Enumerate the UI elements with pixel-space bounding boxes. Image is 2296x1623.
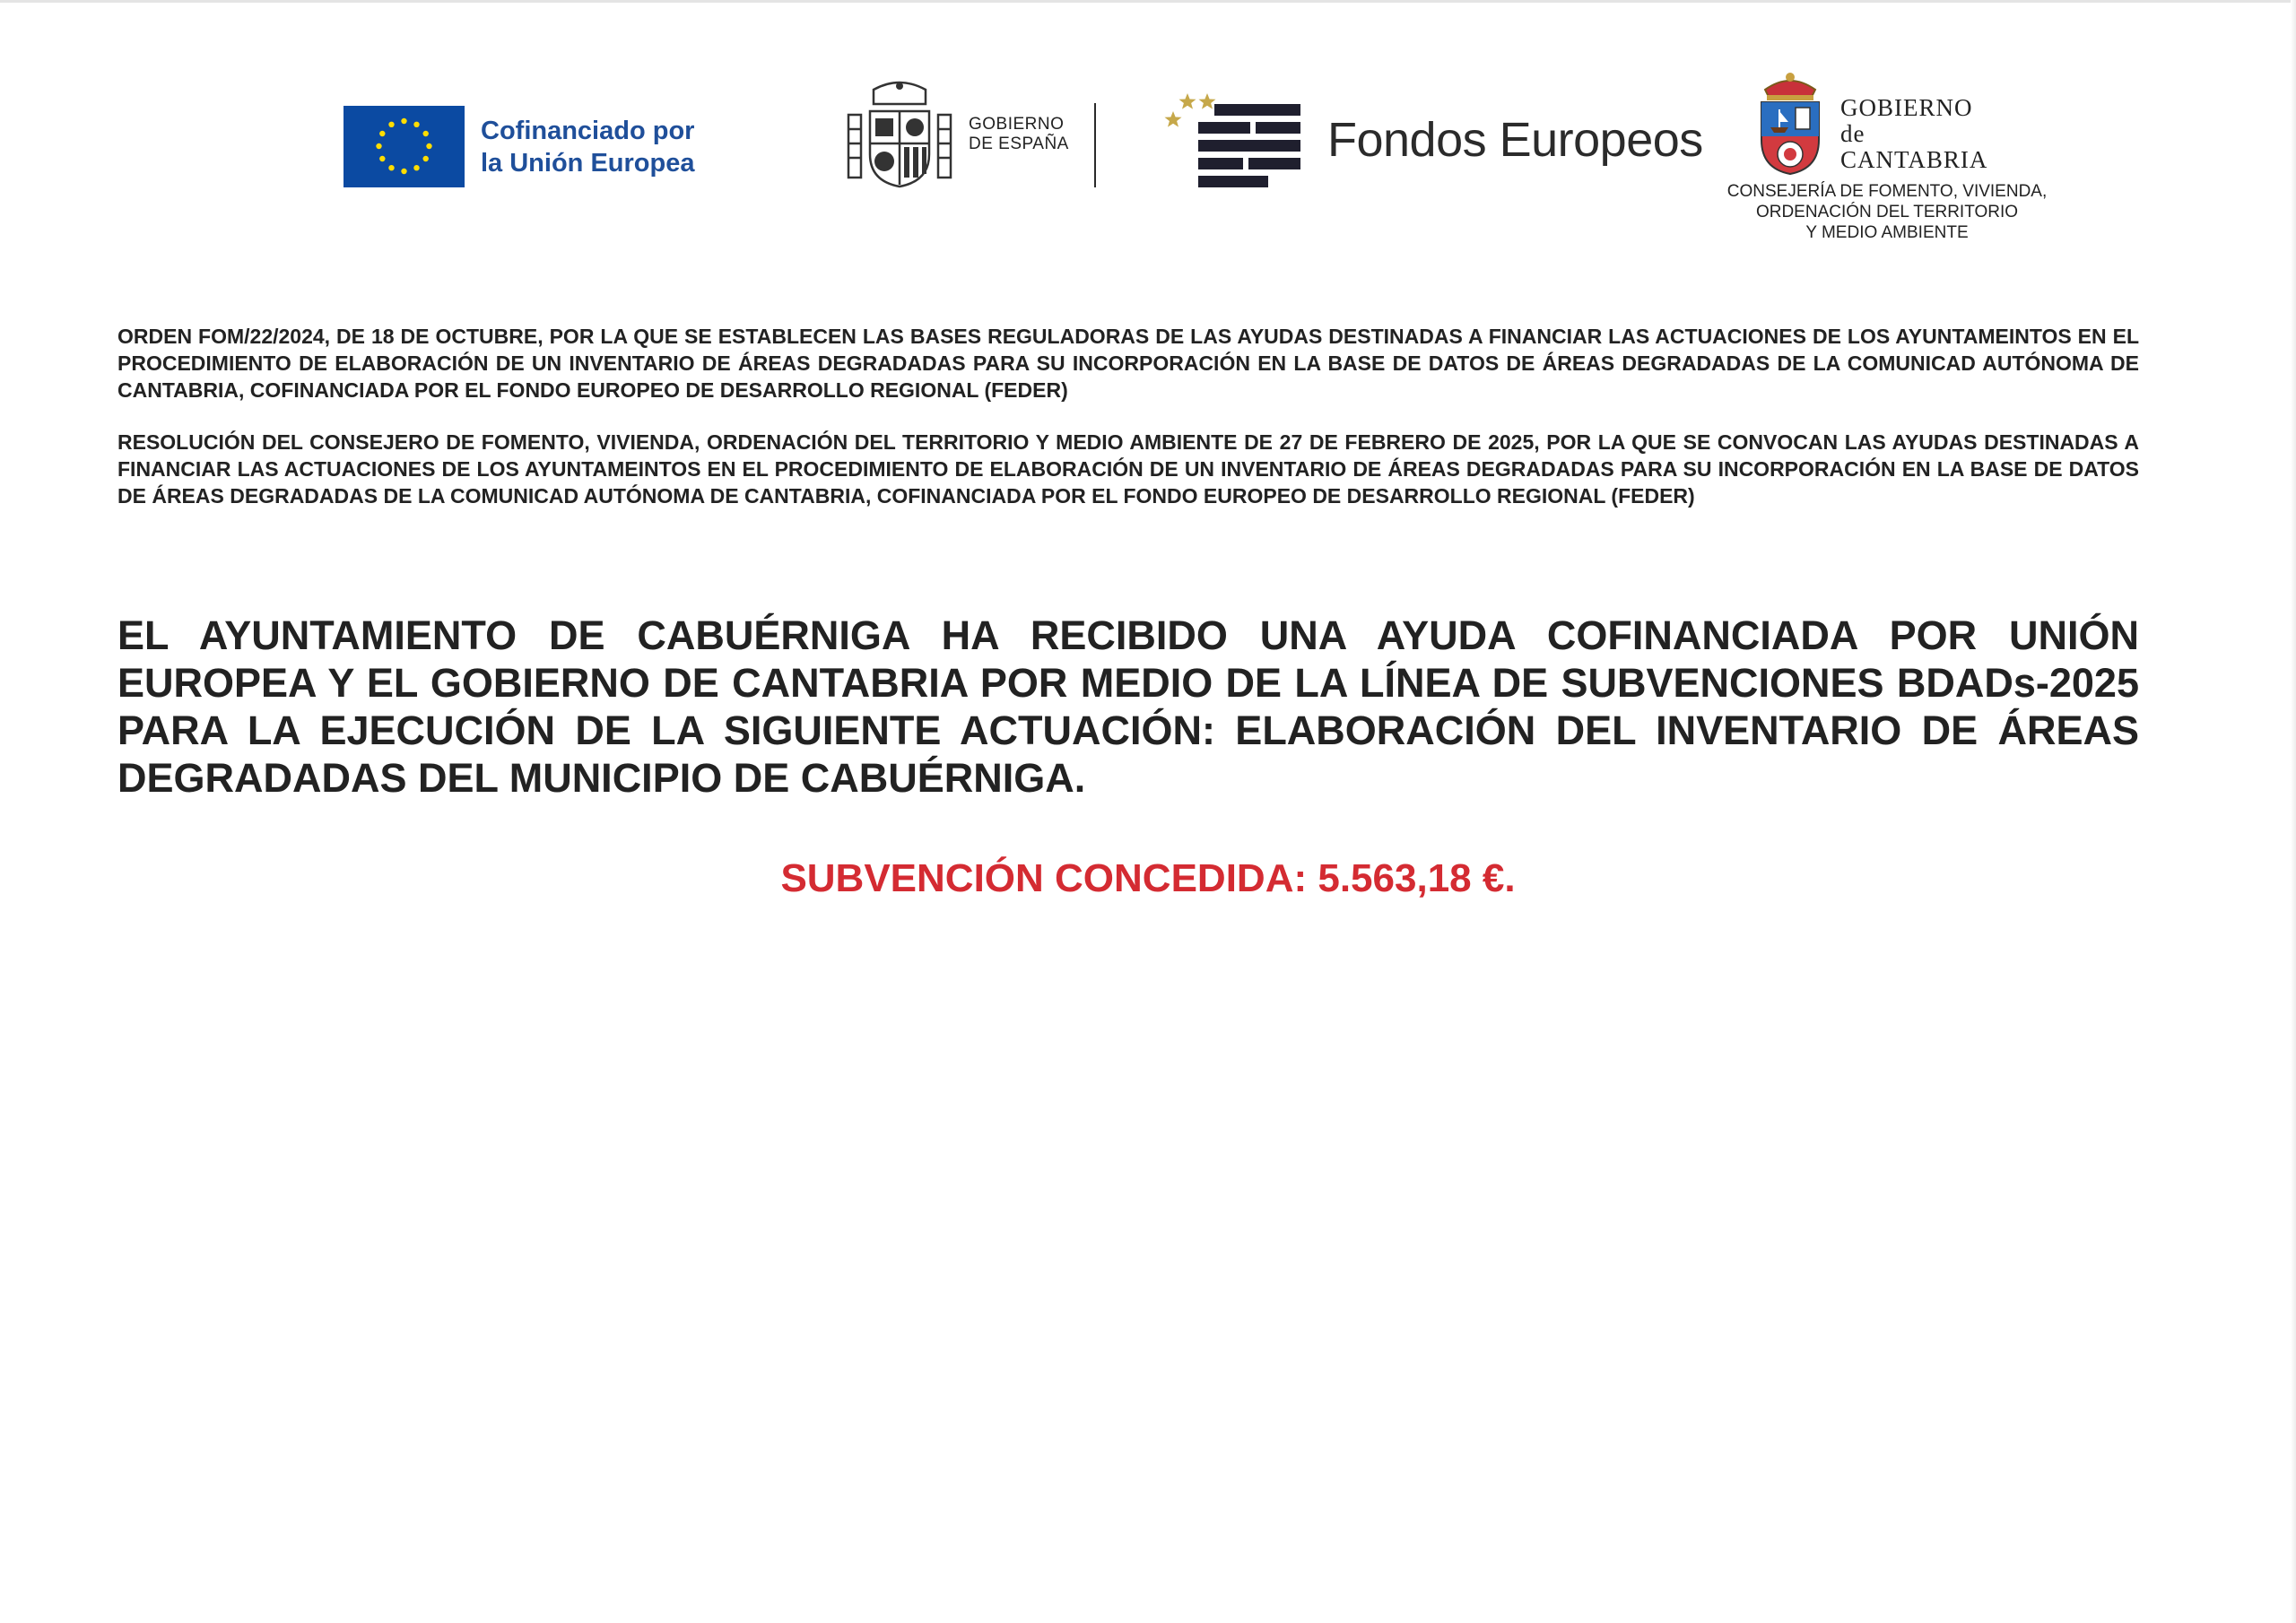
cantabria-dept-line1: CONSEJERÍA DE FOMENTO, VIVIENDA,: [1726, 182, 2048, 201]
eu-logo-text: [481, 115, 694, 179]
spain-logo-text: [969, 115, 1069, 154]
cantabria-department: [1699, 181, 2075, 243]
eu-logo-line1: Cofinanciado por: [481, 116, 695, 145]
spain-logo-line1: GOBIERNO: [969, 115, 1065, 134]
page-edge-top: [0, 0, 2296, 3]
announcement-text: EL AYUNTAMIENTO DE CABUÉRNIGA HA RECIBIDO UNA AYUDA COFINANCIADA POR UNIÓN EUROPEA Y EL GOBIERNO DE CANTABRIA POR MEDIO DE LA LÍNEA DE SUBVENCIONES BDADs-2025 PARA LA EJECUCIÓN DE LA SIGUIENTE ACTUACIÓN: ELABORACIÓN DEL INVENTARIO DE ÁREAS DEGRADADAS DEL MUNICIPIO DE CABUÉRNIGA.: [117, 612, 2139, 801]
gobierno-cantabria-logo: [1699, 70, 2084, 249]
fondos-europeos-stars-bars-icon: [1164, 90, 1308, 190]
cantabria-dept-line3: Y MEDIO AMBIENTE: [1805, 223, 1969, 242]
fondos-europeos-logo: [1164, 90, 1703, 190]
eu-cofinanced-logo: [344, 106, 694, 187]
page-edge-right: [2291, 0, 2296, 1623]
eu-flag-icon: [344, 106, 465, 187]
cantabria-logo-line2: de: [1840, 120, 1866, 147]
cantabria-shield-icon: [1758, 70, 1822, 176]
spain-coat-of-arms-icon: [847, 79, 952, 190]
cantabria-logo-title: [1840, 95, 1987, 173]
spain-logo-line2: DE ESPAÑA: [969, 135, 1069, 153]
cantabria-logo-line3: CANTABRIA: [1840, 146, 1988, 173]
cantabria-logo-line1: GOBIERNO: [1840, 94, 1973, 121]
grant-amount: SUBVENCIÓN CONCEDIDA: 5.563,18 €.: [780, 856, 1516, 900]
eu-logo-line2: la Unión Europea: [481, 148, 695, 178]
resolucion-paragraph: RESOLUCIÓN DEL CONSEJERO DE FOMENTO, VIVIENDA, ORDENACIÓN DEL TERRITORIO Y MEDIO AMBIENTE DE 27 DE FEBRERO DE 2025, POR LA QUE SE CONVOCAN LAS AYUDAS DESTINADAS A FINANCIAR LAS ACTUACIONES DE LOS AYUNTAMEINTOS EN EL PROCEDIMIENTO DE ELABORACIÓN DE UN INVENTARIO DE ÁREAS DEGRADADAS PARA SU INCORPORACIÓN EN LA BASE DE DATOS DE ÁREAS DEGRADADAS DE LA COMUNICAD AUTÓNOMA DE CANTABRIA, COFINANCIADA POR EL FONDO EUROPEO DE DESARROLLO REGIONAL (FEDER): [117, 430, 2139, 508]
gobierno-espana-logo: [847, 79, 1069, 190]
fondos-logo-text: Fondos Europeos: [1327, 113, 1703, 167]
logo-divider: [1094, 103, 1096, 187]
orden-paragraph: ORDEN FOM/22/2024, DE 18 DE OCTUBRE, POR LA QUE SE ESTABLECEN LAS BASES REGULADORAS DE LAS AYUDAS DESTINADAS A FINANCIAR LAS ACTUACIONES DE LOS AYUNTAMEINTOS EN EL PROCEDIMIENTO DE ELABORACIÓN DE UN INVENTARIO DE ÁREAS DEGRADADAS PARA SU INCORPORACIÓN EN LA BASE DE DATOS DE ÁREAS DEGRADADAS DE LA COMUNICAD AUTÓNOMA DE CANTABRIA, COFINANCIADA POR EL FONDO EUROPEO DE DESARROLLO REGIONAL (FEDER): [117, 325, 2139, 402]
cantabria-dept-line2: ORDENACIÓN DEL TERRITORIO: [1755, 203, 2019, 221]
